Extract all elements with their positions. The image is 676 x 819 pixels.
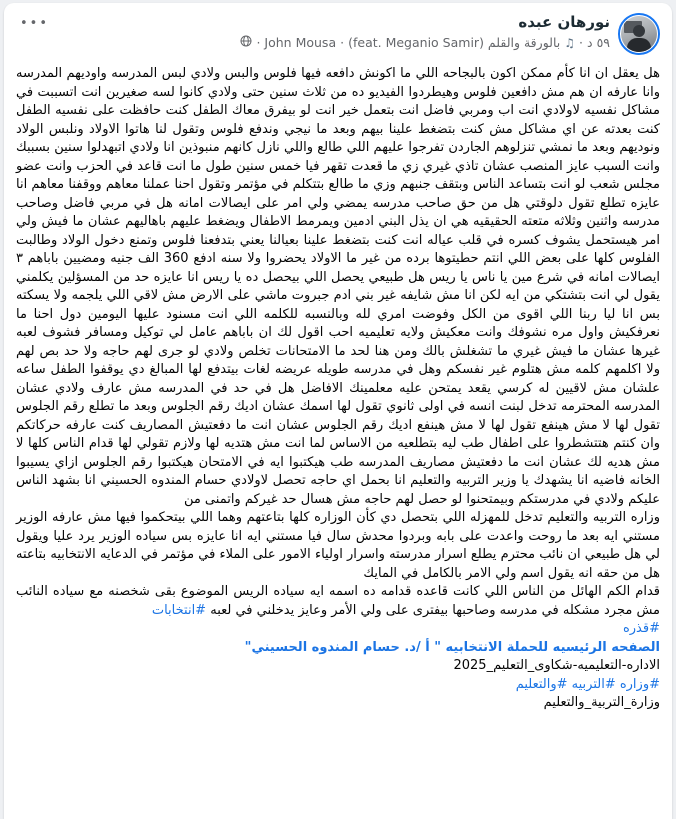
separator-dot: ·: [256, 35, 261, 50]
post-paragraph-text: قدام الكم الهائل من الناس اللي كانت قاعده قدامه ده اسمه ايه سياده الريس الموضوع بقى شخصنه مع سياده النائب مش مجرد مشكله في مدرسه وصاحبها بيفترى على ولي الأمر وعايز يدخلني في لعبه: [16, 584, 660, 618]
post-paragraph: وزاره التربيه والتعليم تدخل للمهزله اللي بتحصل دي كأن الوزاره كلها بتاعتهم وهما اللي بيتحكموا فيها مش عارفه الوزير مستني ايه بعد ما روحت واعدت على بابه وبردوا محدش سال فيا مستني ايه انا عايزه بس سياده الوزير يرد عليا ويقول لي هل طبيعي ان نائب محترم يطلع اسرار مدرسته واسرار اولياء الامور على الملاء في مؤتمر في الدعايه الانتخابيه بتاعته هل من حقه انه يقول اسم ولي الامر بالكامل في المايك: [16, 510, 660, 581]
post-paragraph: [16, 694, 660, 713]
post-paragraph: [16, 620, 660, 639]
post-text: [4, 59, 672, 713]
more-options-icon: •••: [20, 16, 50, 31]
post-header-text: [53, 13, 610, 50]
ministry-hashtags-link[interactable]: #وزاره #التربيه #والتعليم: [515, 676, 660, 692]
author-name[interactable]: نورهان عبده: [518, 13, 610, 31]
more-options-button[interactable]: [16, 13, 53, 35]
avatar-photo: [621, 16, 657, 52]
post-paragraph: [16, 639, 660, 658]
separator-dot: ·: [340, 35, 345, 50]
post-header: [4, 3, 672, 59]
avatar-person-silhouette: [633, 25, 645, 37]
song-artist-link[interactable]: John Mousa: [264, 35, 337, 50]
avatar[interactable]: [618, 13, 660, 55]
post-paragraph: [16, 676, 660, 695]
post-paragraph: [16, 657, 660, 676]
song-title-link[interactable]: بالورقة والقلم (feat. Meganio Samir): [348, 35, 561, 50]
avatar-person-shoulders: [627, 38, 651, 52]
education-admin-text: الاداره-التعليميه-شكاوى_التعليم_2025: [453, 658, 660, 673]
music-note-icon: ♫: [564, 35, 576, 50]
post-card: [4, 3, 672, 819]
hashtag-dirty-link[interactable]: #قذره: [622, 621, 660, 636]
hashtag-elections-link[interactable]: #انتخابات: [151, 602, 207, 618]
post-paragraph: هل يعقل ان انا كأم ممكن اكون بالبجاحه اللي ما اكونش دافعه فيها فلوس والبس ولادي لبس المدرسه واوديهم المدرسه وانا عارفه ان هم مش دافعين فلوس وهيطردوا الفيديو ده من ثلاث سنين حتى ولادي كانوا لسه صغيرين انت اتسببت في مشاكل نفسيه لاولادي انت اب ومربي فاضل انت بتعمل خير انت لو بيفرق معاك الطفل كنت حافظت على نفسيه الطفل كنت بعدته عن اي مشاكل مش كنت بتضغط علينا بيهم وبعد ما نيجي وندفع فلوس وتقول لنا هاتوا الاولاد ونلبس الولاد ونوديهم وبعد ما نمشي تنزلوهم الجاردن تفرجوا عليهم اللي طالع واللي نازل كانهم منبوذين انا ولادي اتبهدلوا سنين بسببك وانت السبب عايز المنصب عشان تاذي غيري زي ما قعدت تقهر فيا خمس سنين طول ما انت قاعد في الحزب وانت عضو مجلس شعب لو انت بتساعد الناس وبتقف جنبهم وزي ما طالع بتتكلم في مؤتمر وتقول احنا عملنا معاهم ووقفنا معاهم انا عايزه تطلع تقول دلوقتي هل من حق صاحب مدرسه يمضي ولي امر على ايصالات امانه هل في مربي فاضل وصاحب مدرسه واثنين وثلاثه متعته الحقيقيه هي ان يذل البني ادمين ويمرمط الاطفال ويضغط عليهم باهاليهم عشان ما فيش ولي امر هيستحمل يشوف كسره في قلب عياله انت كنت بتضغط علينا بعيالنا يعني بتدفعنا فلوس وتمنع دخول الولاد وطالبت الفلوس كلها على بعض اللي انتم حطيتوها برده من غير ما الاولاد يحضروا ولا سنه ادفع 360 الف جنيه ومضيين باباهم ٣ ايصالات امانه في شرع مين يا ناس يا ريس هل طبيعي يحصل اللي بيحصل ده يا ريس انا عايزه حد من المسؤلين يكلمني يقول لي انت بتشتكي من ايه لكن انا مش شايفه غير بني ادم جبروت ماشي على الارض مش لاقي اللي يلجمه ولا يسكته بس انا ليا ربنا اللي اقوى من الكل وفوضت امري لله وبالنسبه للكلمه اللي انت مسنود عليها اليومين دول احنا ما نعرفكيش واول مره نشوفك وانت معكيش ولايه تعليميه احب اقول لك ان باباهم عامل لي توكيل ومسافر فشوف لعبه غيرها عشان ما فيش غيري ما تشغلش بالك ومن هنا لحد ما الامتحانات تخلص ولادي لو جرى لهم حاجه ولا حد بص لهم ولا اكلمهم كلمه مش هتلوم غير نفسكم وهل في مدرسه طويله عريضه لغات بيتدفع لها المبالغ دي يوقفوا الطفل ساعه علشان مش لاقيين له كرسي يقعد يمتحن عليه معلمينك الافاضل هل في حد في المدرسه مش عارف ولادي عشان المدرسه المحترمه تدخل لبنت انسه في اولى ثانوي تقول لها اسمك عشان اديك رقم الجلوس وبعد ما تطلع رقم الجلوس تقول لها لا مش هينفع تقول لها لا مش هينفع اديك رقم الجلوس عشان انت ما دفعتيش المصاريف كنت عارفه حركاتكم وان كنتم هتتشطروا على اطفال طب ليه بتطلعيه من الاساس لما انت مش هتديه لها ولازم تقولي لها قدام الناس كلها لا مش هديه لك عشان انت ما دفعتيش مصاريف المدرسه طب هيكتبوا ايه في الامتحان هيكتبوا رقم الجلوس ازاي يسيبوا الخانه فاضيه انا يشهدك يا وزير التربيه والتعليم انا بحمل اي حاجه تحصل لاولادي حسام المندوه الحسيني انا بشهد الناس عليكم ولادي في مدرستكم وبيمتحنوا لو حصل لهم حاجه مش هسال حد غيركم واتمنى من: [16, 66, 661, 507]
post-paragraph: [16, 583, 660, 620]
separator-dot: ·: [579, 35, 584, 50]
post-meta-row: [53, 35, 610, 50]
campaign-page-link[interactable]: الصفحه الرئيسيه للحملة الانتخابيه " أ /د. حسام المندوه الحسيني": [244, 639, 660, 655]
ministry-text: وزارة_التربية_والتعليم: [543, 695, 660, 710]
timestamp[interactable]: ٥٩ د: [587, 35, 610, 50]
globe-privacy-icon: [240, 35, 252, 50]
